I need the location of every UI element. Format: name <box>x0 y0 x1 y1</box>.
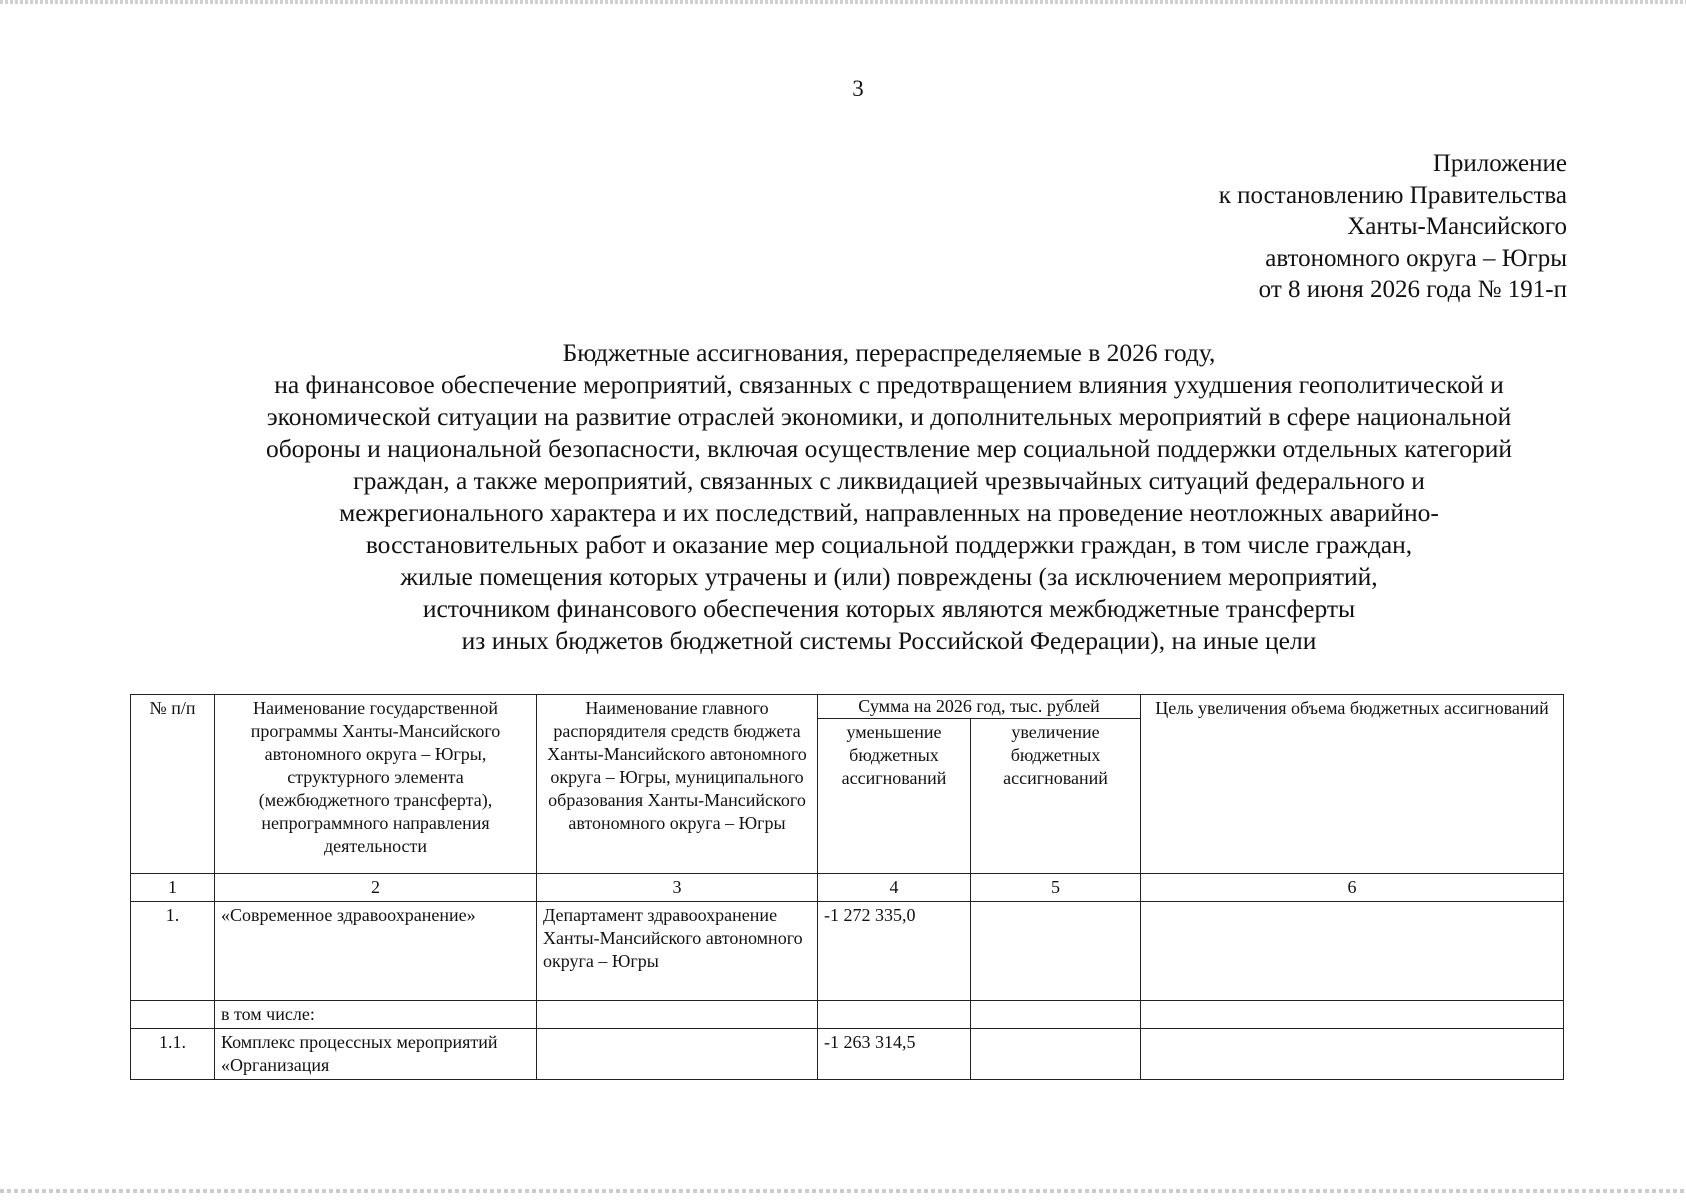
title-line: граждан, а также мероприятий, связанных с ликвидацией чрезвычайных ситуаций федерального и <box>353 466 1425 495</box>
document-title <box>155 337 1623 657</box>
cell-manager <box>537 1029 818 1080</box>
page-number: 3 <box>852 76 864 101</box>
title-line: восстановительных работ и оказание мер социальной поддержки граждан, в том числе граждан, <box>365 530 1413 559</box>
title-line: Бюджетные ассигнования, перераспределяемые в 2026 году, <box>562 338 1216 367</box>
cell-purpose <box>1141 902 1564 1001</box>
budget-table <box>130 694 1564 1080</box>
table-row <box>131 1029 1564 1080</box>
column-number: 4 <box>818 874 971 902</box>
cell-purpose <box>1141 1001 1564 1029</box>
table-header-row <box>131 695 1564 719</box>
title-line: на финансовое обеспечение мероприятий, связанных с предотвращением влияния ухудшения геополитической и <box>274 370 1504 399</box>
cell-manager <box>537 1001 818 1029</box>
column-number: 1 <box>131 874 215 902</box>
title-line: из иных бюджетов бюджетной системы Российской Федерации), на иные цели <box>461 626 1317 655</box>
column-number: 2 <box>215 874 537 902</box>
appendix-line: к постановлению Правительства <box>1218 181 1567 209</box>
header-num: № п/п <box>131 695 215 874</box>
header-purpose: Цель увеличения объема бюджетных ассигнований <box>1141 695 1564 874</box>
title-line: межрегионального характера и их последствий, направленных на проведение неотложных аварийно- <box>339 498 1439 527</box>
scan-edge-bottom <box>0 1189 1686 1193</box>
title-line: экономической ситуации на развитие отраслей экономики, и дополнительных мероприятий в сфере национальной <box>266 402 1512 431</box>
cell-increase <box>971 1001 1141 1029</box>
cell-num <box>131 1001 215 1029</box>
cell-program: в том числе: <box>215 1001 537 1029</box>
appendix-block <box>1219 148 1567 306</box>
table-row <box>131 1001 1564 1029</box>
title-line: источником финансового обеспечения которых являются межбюджетные трансферты <box>422 594 1356 623</box>
header-program: Наименование государственной программы Ханты-Мансийского автономного округа – Югры, структурного элемента (межбюджетного трансферта), непрограммного направления деятельности <box>215 695 537 874</box>
header-manager: Наименование главного распорядителя средств бюджета Ханты-Мансийского автономного округа – Югры, муниципального образования Ханты-Мансийского автономного округа – Югры <box>537 695 818 874</box>
cell-manager: Департамент здравоохранение Ханты-Мансийского автономного округа – Югры <box>537 902 818 1001</box>
cell-increase <box>971 902 1141 1001</box>
header-increase: увеличение бюджетных ассигнований <box>971 719 1141 874</box>
column-number-row <box>131 874 1564 902</box>
cell-purpose <box>1141 1029 1564 1080</box>
column-number: 5 <box>971 874 1141 902</box>
appendix-line: автономного округа – Югры <box>1265 244 1567 272</box>
appendix-line: от 8 июня 2026 года № 191-п <box>1258 276 1567 303</box>
cell-increase <box>971 1029 1141 1080</box>
title-line: обороны и национальной безопасности, включая осуществление мер социальной поддержки отдельных категорий <box>265 434 1513 463</box>
cell-num: 1. <box>131 902 215 1001</box>
title-line: жилые помещения которых утрачены и (или) повреждены (за исключением мероприятий, <box>400 562 1378 591</box>
table-row <box>131 902 1564 1001</box>
appendix-line: Ханты-Мансийского <box>1347 213 1567 240</box>
column-number: 6 <box>1141 874 1564 902</box>
header-decrease: уменьшение бюджетных ассигнований <box>818 719 971 874</box>
cell-num: 1.1. <box>131 1029 215 1080</box>
cell-decrease: -1 272 335,0 <box>818 902 971 1001</box>
column-number: 3 <box>537 874 818 902</box>
cell-program: Комплекс процессных мероприятий «Организация <box>215 1029 537 1080</box>
cell-decrease <box>818 1001 971 1029</box>
scan-edge-top <box>0 0 1686 4</box>
cell-program: «Современное здравоохранение» <box>215 902 537 1001</box>
cell-decrease: -1 263 314,5 <box>818 1029 971 1080</box>
header-sum-group: Сумма на 2026 год, тыс. рублей <box>818 695 1141 719</box>
appendix-line: Приложение <box>1432 150 1567 177</box>
